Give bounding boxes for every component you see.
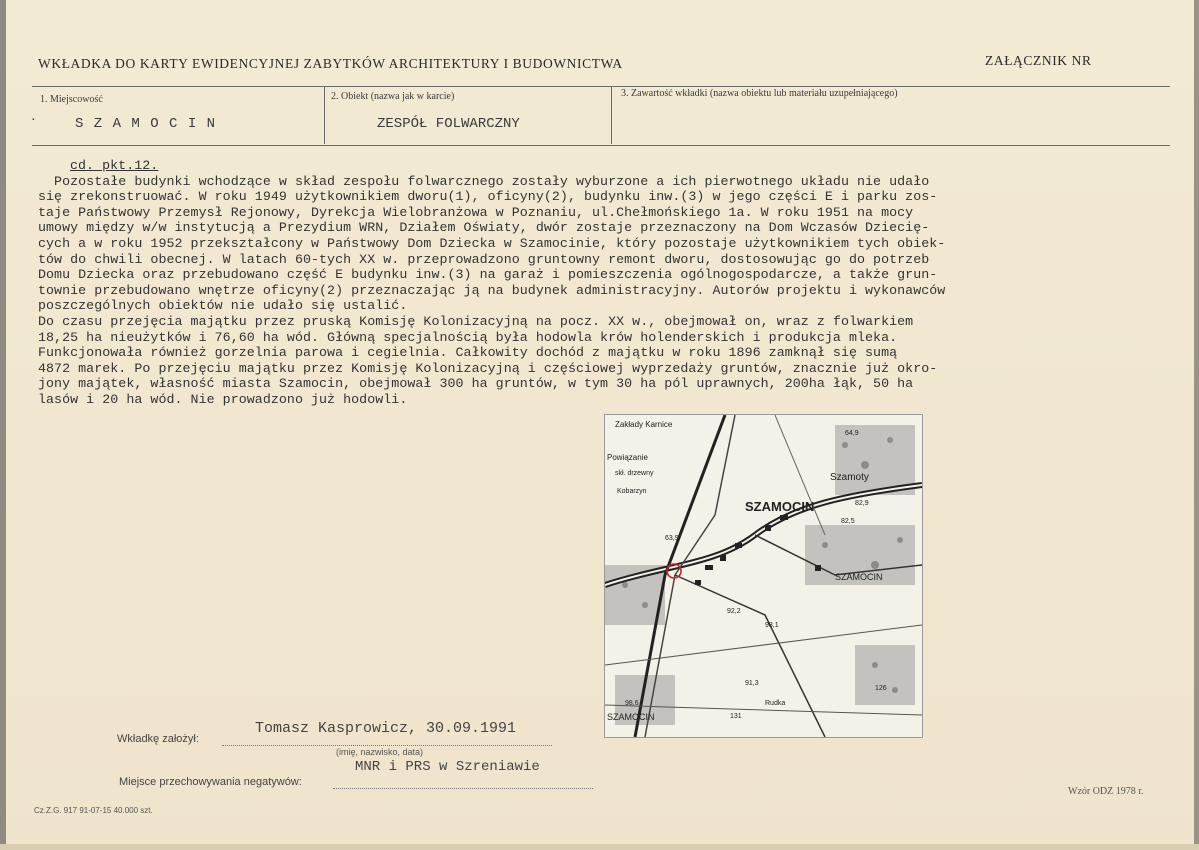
map-label: SZAMOCIN: [835, 572, 883, 582]
field-divider-1: [324, 86, 325, 144]
map-label: skł. drzewny: [615, 470, 654, 477]
body-line: lasów i 20 ha wód. Nie prowadzono już hodowli.: [38, 391, 408, 407]
object-value: ZESPÓŁ FOLWARCZNY: [377, 116, 520, 132]
place-label: 1. Miejscowość: [40, 94, 103, 105]
annex-number-label: ZAŁĄCZNIK NR: [985, 53, 1092, 68]
body-line: Do czasu przejęcia majątku przez pruską Komisję Kolonizacyjną na pocz. XX w., obejmował on, wraz z folwarkiem: [38, 313, 914, 329]
map-label: 64,9: [845, 430, 859, 437]
map-label: 82,5: [841, 518, 855, 525]
body-line: taje Państwowy Przemysł Rejonowy, Dyrekcja Wielobranżowa w Poznaniu, ul.Chełmońskiego 1a. W roku 1951 na mocy: [38, 204, 914, 220]
form-template-id: Wzór ODZ 1978 r.: [1068, 786, 1144, 797]
map-label: 131: [730, 713, 742, 720]
page-edge-left: [0, 0, 6, 850]
map-label: SZAMOCIN: [607, 712, 655, 722]
author-label: Wkładkę założył:: [117, 733, 199, 745]
body-line: umowy między w/w instytucją a Prezydium WRN, Działem Oświaty, dwór zostaje przeznaczony na Dom Wczasów Dziecię-: [38, 220, 930, 236]
field-divider-2: [611, 86, 612, 144]
storage-dotted-line: [333, 788, 593, 789]
body-line: Pozostałe budynki wchodzące w skład zespołu folwarcznego zostały wyburzone a ich pierwotnego układu nie udało: [38, 173, 930, 189]
body-line: się zrekonstruować. W roku 1949 użytkownikiem dworu(1), oficyny(2), budynku inw.(3) w jego części E i parku zos-: [38, 189, 938, 205]
body-line: Domu Dziecka oraz przebudowano część E budynku inw.(3) na garaż i pomieszczenia ogólnogospodarcze, a także grun-: [38, 267, 938, 283]
author-dotted-line: [222, 745, 552, 746]
body-line: cych a w roku 1952 przekształcony w Państwowy Dom Dziecka w Szamocinie, który pozostaje użytkownikiem tych obiek-: [38, 235, 946, 251]
map-label: Powiązanie: [607, 453, 648, 462]
body-line: poszczególnych obiektów nie udało się ustalić.: [38, 298, 408, 314]
form-title: WKŁADKA DO KARTY EWIDENCYJNEJ ZABYTKÓW ARCHITEKTURY I BUDOWNICTWA: [38, 56, 623, 71]
map-label: 82,9: [855, 500, 869, 507]
content-label: 3. Zawartość wkładki (nazwa obiektu lub materiału uzupełniającego): [621, 88, 898, 99]
page-edge-bottom: [0, 844, 1199, 850]
storage-label: Miejsce przechowywania negatywów:: [119, 776, 302, 788]
map-label: 98,6: [625, 700, 639, 707]
body-line: tów do chwili obecnej. W latach 60-tych XX w. przeprowadzono gruntowny remont dworu, dostosowując go do potrzeb: [38, 251, 930, 267]
body-line: jony majątek, własność miasta Szamocin, obejmował 300 ha gruntów, w tym 30 ha pól uprawnych, 200ha łąk, 50 ha: [38, 376, 914, 392]
author-value: Tomasz Kasprowicz, 30.09.1991: [255, 720, 517, 737]
print-info: Cz.Z.G. 917 91-07-15 40.000 szt.: [34, 806, 153, 815]
map-label: Rudka: [765, 700, 786, 707]
page-edge-right: [1194, 0, 1199, 850]
author-hint: (imię, nazwisko, data): [336, 747, 424, 757]
map-label: SZAMOCIN: [745, 499, 815, 514]
map-label: Szamoty: [830, 472, 869, 483]
body-line: townie przebudowano wnętrze oficyny(2) przeznaczając ją na budynek administracyjny. Autorów projektu i wykonawców: [38, 282, 946, 298]
map-label: 92,2: [727, 608, 741, 615]
map-label: 98,1: [765, 622, 779, 629]
section-heading: cd. pkt.12.: [70, 158, 159, 173]
body-line: 4872 marek. Po przejęciu majątku przez Komisję Kolonizacyjną i częściowej wyprzedaży gruntów, znacznie już okro-: [38, 360, 938, 376]
map-label: Kobarzyn: [617, 488, 647, 495]
place-value: S Z A M O C I N: [75, 116, 217, 132]
storage-value: MNR i PRS w Szreniawie: [355, 759, 540, 775]
map-label: 63,9: [665, 535, 679, 542]
map-label: 126: [875, 685, 887, 692]
body-line: Funkcjonowała również gorzelnia parowa i cegielnia. Całkowity dochód z majątku w roku 1896 zamknął się sumą: [38, 345, 898, 361]
body-line: 18,25 ha nieużytków i 76,60 ha wód. Główną specjalnością była hodowla krów holenderskich i produkcja mleka.: [38, 329, 898, 345]
location-map: [604, 414, 923, 738]
object-label: 2. Obiekt (nazwa jak w karcie): [331, 91, 455, 102]
body-text: [38, 158, 1178, 408]
map-label: 91,3: [745, 680, 759, 687]
map-drawing: [605, 415, 922, 737]
map-label: Zakłady Karnice: [615, 420, 673, 429]
bullet-mark: ·: [31, 113, 36, 128]
